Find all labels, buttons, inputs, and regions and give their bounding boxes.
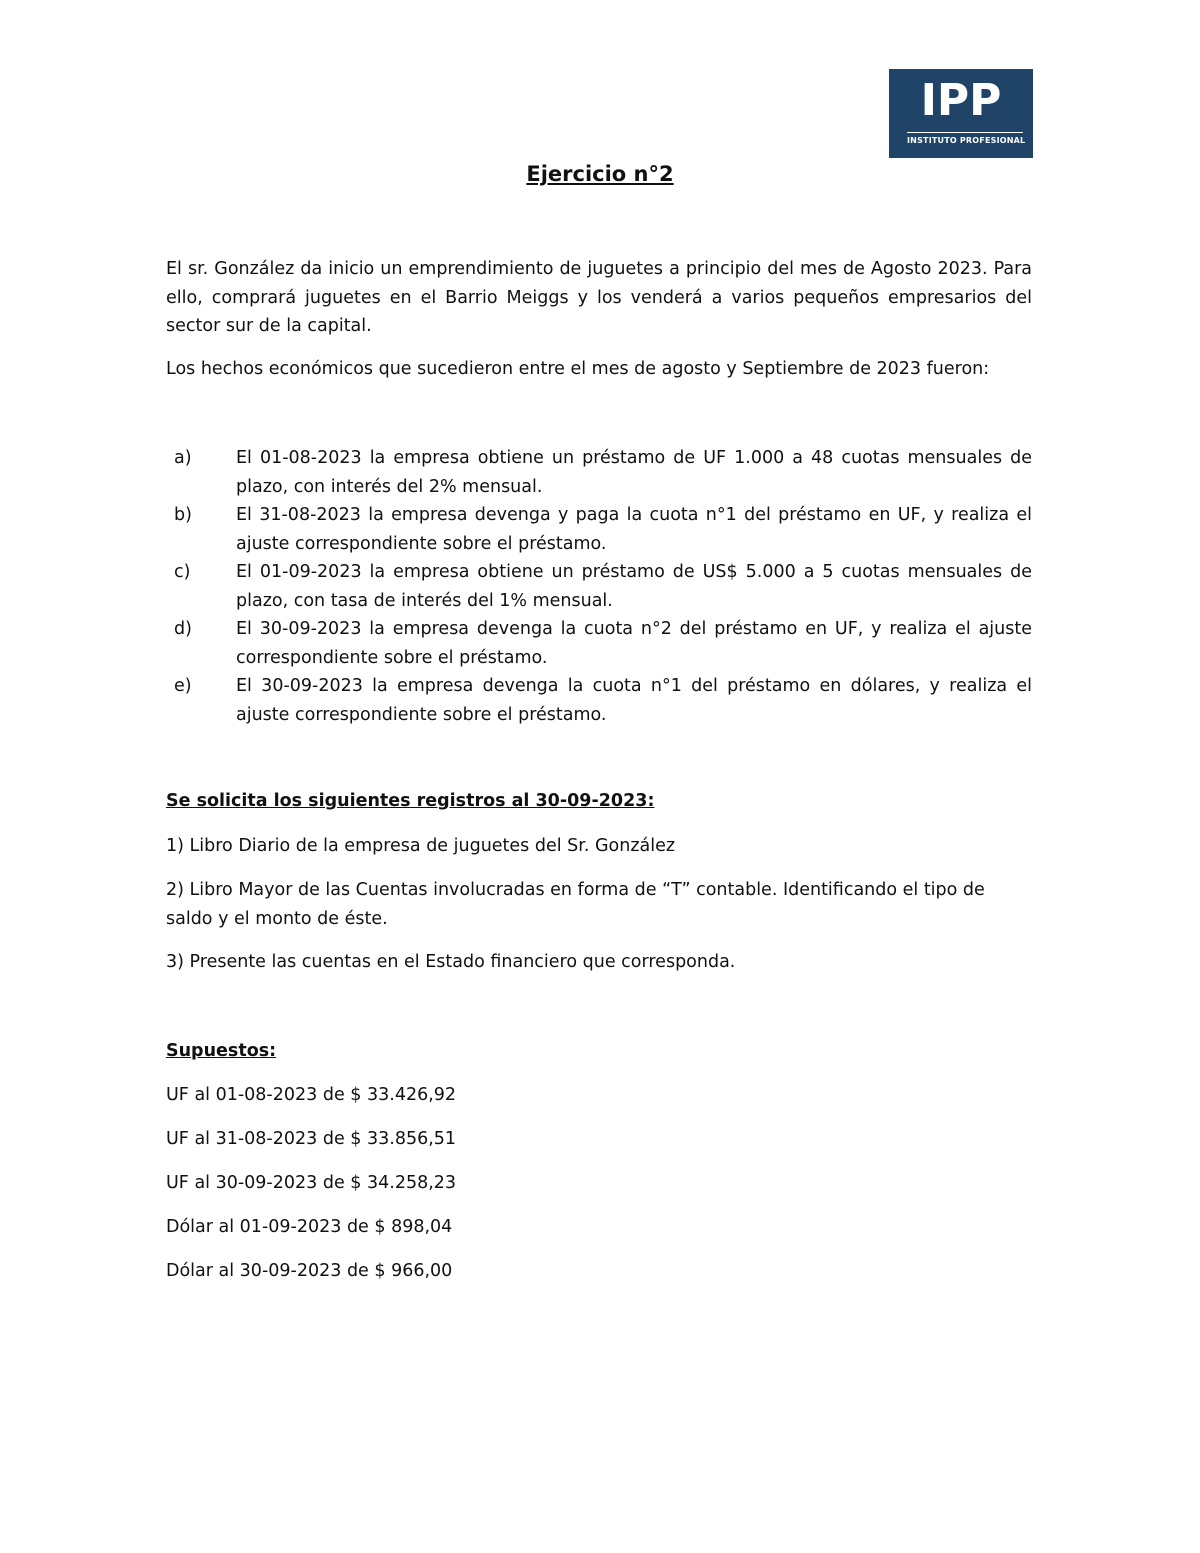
list-item [166, 444, 1032, 501]
logo-subtitle: INSTITUTO PROFESIONAL [907, 136, 1026, 145]
list-item-text: El 01-08-2023 la empresa obtiene un préstamo de UF 1.000 a 48 cuotas mensuales de plazo, con interés del 2% mensual. [236, 448, 1032, 497]
exercise-title: Ejercicio n°2 [526, 162, 674, 186]
list-marker: d) [174, 619, 192, 639]
assumption-item: UF al 31-08-2023 de $ 33.856,51 [166, 1129, 457, 1149]
request-item-1: 1) Libro Diario de la empresa de juguetes del Sr. González [166, 836, 676, 856]
assumption-item: UF al 01-08-2023 de $ 33.426,92 [166, 1085, 457, 1105]
list-marker: e) [174, 676, 192, 696]
list-item-text: El 30-09-2023 la empresa devenga la cuota n°2 del préstamo en UF, y realiza el ajuste correspondiente sobre el préstamo. [236, 619, 1032, 668]
list-item-text: El 01-09-2023 la empresa obtiene un préstamo de US$ 5.000 a 5 cuotas mensuales de plazo, con tasa de interés del 1% mensual. [236, 562, 1032, 611]
facts-list [166, 444, 1032, 729]
logo-divider [907, 132, 1023, 133]
intro-paragraph: El sr. González da inicio un emprendimiento de juguetes a principio del mes de Agosto 2023. Para ello, comprará juguetes en el Barrio Meiggs y los venderá a varios pequeños empresarios del sector sur de la capital. [166, 259, 1032, 336]
request-item-2: 2) Libro Mayor de las Cuentas involucradas en forma de “T” contable. Identificando el tipo de saldo y el monto de éste. [166, 880, 985, 929]
ipp-logo [889, 69, 1033, 158]
list-item-text: El 31-08-2023 la empresa devenga y paga la cuota n°1 del préstamo en UF, y realiza el ajuste correspondiente sobre el préstamo. [236, 505, 1032, 554]
list-item [166, 672, 1032, 729]
request-item-3: 3) Presente las cuentas en el Estado financiero que corresponda. [166, 952, 736, 972]
facts-intro-paragraph: Los hechos económicos que sucedieron entre el mes de agosto y Septiembre de 2023 fueron: [166, 359, 990, 379]
list-item [166, 558, 1032, 615]
list-item [166, 501, 1032, 558]
assumption-item: Dólar al 01-09-2023 de $ 898,04 [166, 1217, 453, 1237]
assumption-item: UF al 30-09-2023 de $ 34.258,23 [166, 1173, 457, 1193]
list-marker: a) [174, 448, 192, 468]
list-marker: c) [174, 562, 191, 582]
assumptions-heading: Supuestos: [166, 1041, 277, 1061]
request-heading: Se solicita los siguientes registros al 30-09-2023: [166, 791, 655, 811]
assumption-item: Dólar al 30-09-2023 de $ 966,00 [166, 1261, 453, 1281]
logo-main-text: IPP [920, 75, 1002, 126]
list-marker: b) [174, 505, 192, 525]
list-item [166, 615, 1032, 672]
list-item-text: El 30-09-2023 la empresa devenga la cuota n°1 del préstamo en dólares, y realiza el ajuste correspondiente sobre el préstamo. [236, 676, 1032, 725]
